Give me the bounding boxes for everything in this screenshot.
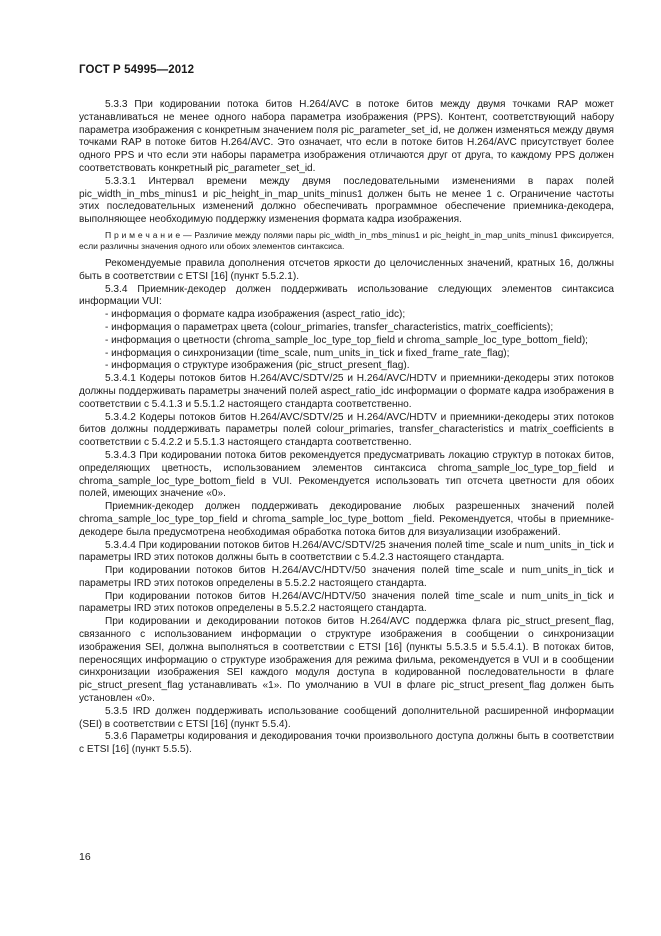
page-number: 16 [79, 851, 91, 863]
document-body [79, 99, 614, 757]
list-item-pic-struct: - информация о структуре изображения (pic_struct_present_flag). [105, 360, 410, 372]
list-item-timing: - информация о синхронизации (time_scale, num_units_in_tick и fixed_frame_rate_flag); [105, 347, 510, 359]
paragraph-5-3-4-2: 5.3.4.2 Кодеры потоков битов H.264/AVC/SDTV/25 и H.264/AVC/HDTV и приемники-декодеры этих потоков битов должны поддерживать параметры полей colour_primaries, transfer_characteristics и matrix_coefficients в соответствии с 5.4.2.2 и 5.5.1.3 настоящего стандарта соответственно. [79, 411, 614, 449]
paragraph-chroma-decoder: Приемник-декодер должен поддерживать декодирование любых разрешенных значений полей chroma_sample_loc_type_top_field и chroma_sample_loc_type_bottom _field. Рекомендуется, чтобы в приемнике-декодере была предусмотрена необходимая обработка потока битов для визуализации изображений. [79, 501, 614, 538]
paragraph-pic-struct-flag: При кодировании и декодировании потоков битов H.264/AVC поддержка флага pic_struct_present_flag, связанного с использованием информации о структуре изображения в сообщении о синхронизации изображения SEI, должна выполняться в соответствии с ETSI [16] (пункты 5.5.3.5 и 5.5.4.1). В потоках битов, переносящих информацию о структуре изображения для режима фильма, рекомендуется в VUI и в сообщении синхронизации изображения SEI каждого модуля доступа в кодированной последовательности в флаге pic_struct_present_flag устанавливать «1». По умолчанию в VUI в флаге pic_struct_present_flag должен быть установлен «0». [79, 616, 614, 705]
list-item-chroma: - информация о цветности (chroma_sample_loc_type_top_field и chroma_sample_loc_type_bottom_field); [105, 334, 588, 346]
paragraph-5-3-4-3: 5.3.4.3 При кодировании потока битов рекомендуется предусматривать локацию структур в потоках битов, определяющих цветность, использованием элементов синтаксиса chroma_sample_loc_type_top_field и chroma_sample_loc_type_bottom_field в VUI. Рекомендуется использовать тип отсчета цветности для обоих полей, имеющих значение «0». [79, 449, 614, 500]
paragraph-hdtv-timing-1: При кодировании потоков битов H.264/AVC/HDTV/50 значения полей time_scale и num_units_in_tick и параметры IRD этих потоков определены в 5.5.2.2 настоящего стандарта. [79, 565, 614, 589]
list-item-aspect-ratio: - информация о формате кадра изображения (aspect_ratio_idc); [105, 309, 406, 321]
paragraph-5-3-6: 5.3.6 Параметры кодирования и декодирования точки произвольного доступа должны быть в соответствии с ETSI [16] (пункт 5.5.5). [79, 731, 614, 756]
note-paragraph: П р и м е ч а н и е — Различие между полями пары pic_width_in_mbs_minus1 и pic_height_in_map_units_minus1 фиксируется, если различны значения одного или обоих элементов синтаксиса. [79, 229, 614, 251]
paragraph-5-3-4: 5.3.4 Приемник-декодер должен поддерживать использование следующих элементов синтаксиса информации VUI: [79, 283, 614, 308]
paragraph-5-3-4-4: 5.3.4.4 При кодировании потоков битов H.264/AVC/SDTV/25 значения полей time_scale и num_units_in_tick и параметры IRD этих потоков должны быть в соответствии с 5.4.2.3 настоящего стандарта. [79, 539, 614, 564]
paragraph-5-3-4-1: 5.3.4.1 Кодеры потоков битов H.264/AVC/SDTV/25 и H.264/AVC/HDTV и приемники-декодеры этих потоков должны поддерживать параметры значений полей aspect_ratio_idc информации о формате кадра изображения в соответствии с 5.4.1.3 и 5.5.1.2 настоящего стандарта соответственно. [79, 373, 614, 410]
paragraph-5-3-3: 5.3.3 При кодировании потока битов H.264/AVC в потоке битов между двумя точками RAP может устанавливаться не менее одного набора параметра изображения (PPS). Контент, соответствующий набору параметра изображения с конкретным значением поля pic_parameter_set_id, не должен изменяться между двумя точками RAP в потоке битов H.264/AVC. Это означает, что если в потоке битов H.264/AVC присутствует более одного PPS и что если эти наборы параметра изображения отличаются друг от друга, то каждому PPS должен соответствовать конкретный pic_parameter_set_id. [79, 99, 614, 174]
paragraph-5-3-3-1: 5.3.3.1 Интервал времени между двумя последовательными изменениями в парах полей pic_width_in_mbs_minus1 и pic_height_in_map_units_minus1 должен быть не менее 1 с. Ограничение частоты этих последовательных изменений должно обеспечивать программное обеспечение приемника-декодера, выполняющее необходимую поддержку изменения формата кадра изображения. [79, 175, 614, 226]
document-header: ГОСТ Р 54995—2012 [79, 64, 195, 76]
paragraph-luma-padding: Рекомендуемые правила дополнения отсчетов яркости до целочисленных значений, кратных 16, должны быть в соответствии с ETSI [16] (пункт 5.5.2.1). [79, 257, 614, 282]
paragraph-5-3-5: 5.3.5 IRD должен поддерживать использование сообщений дополнительной расширенной информации (SEI) в соответствии с ETSI [16] (пункт 5.5.4). [79, 705, 614, 730]
paragraph-hdtv-timing-2: При кодировании потоков битов H.264/AVC/HDTV/50 значения полей time_scale и num_units_in_tick и параметры IRD этих потоков определены в 5.5.2.2 настоящего стандарта. [79, 590, 614, 615]
list-item-colour: - информация о параметрах цвета (colour_primaries, transfer_characteristics, matrix_coefficients); [105, 321, 554, 333]
